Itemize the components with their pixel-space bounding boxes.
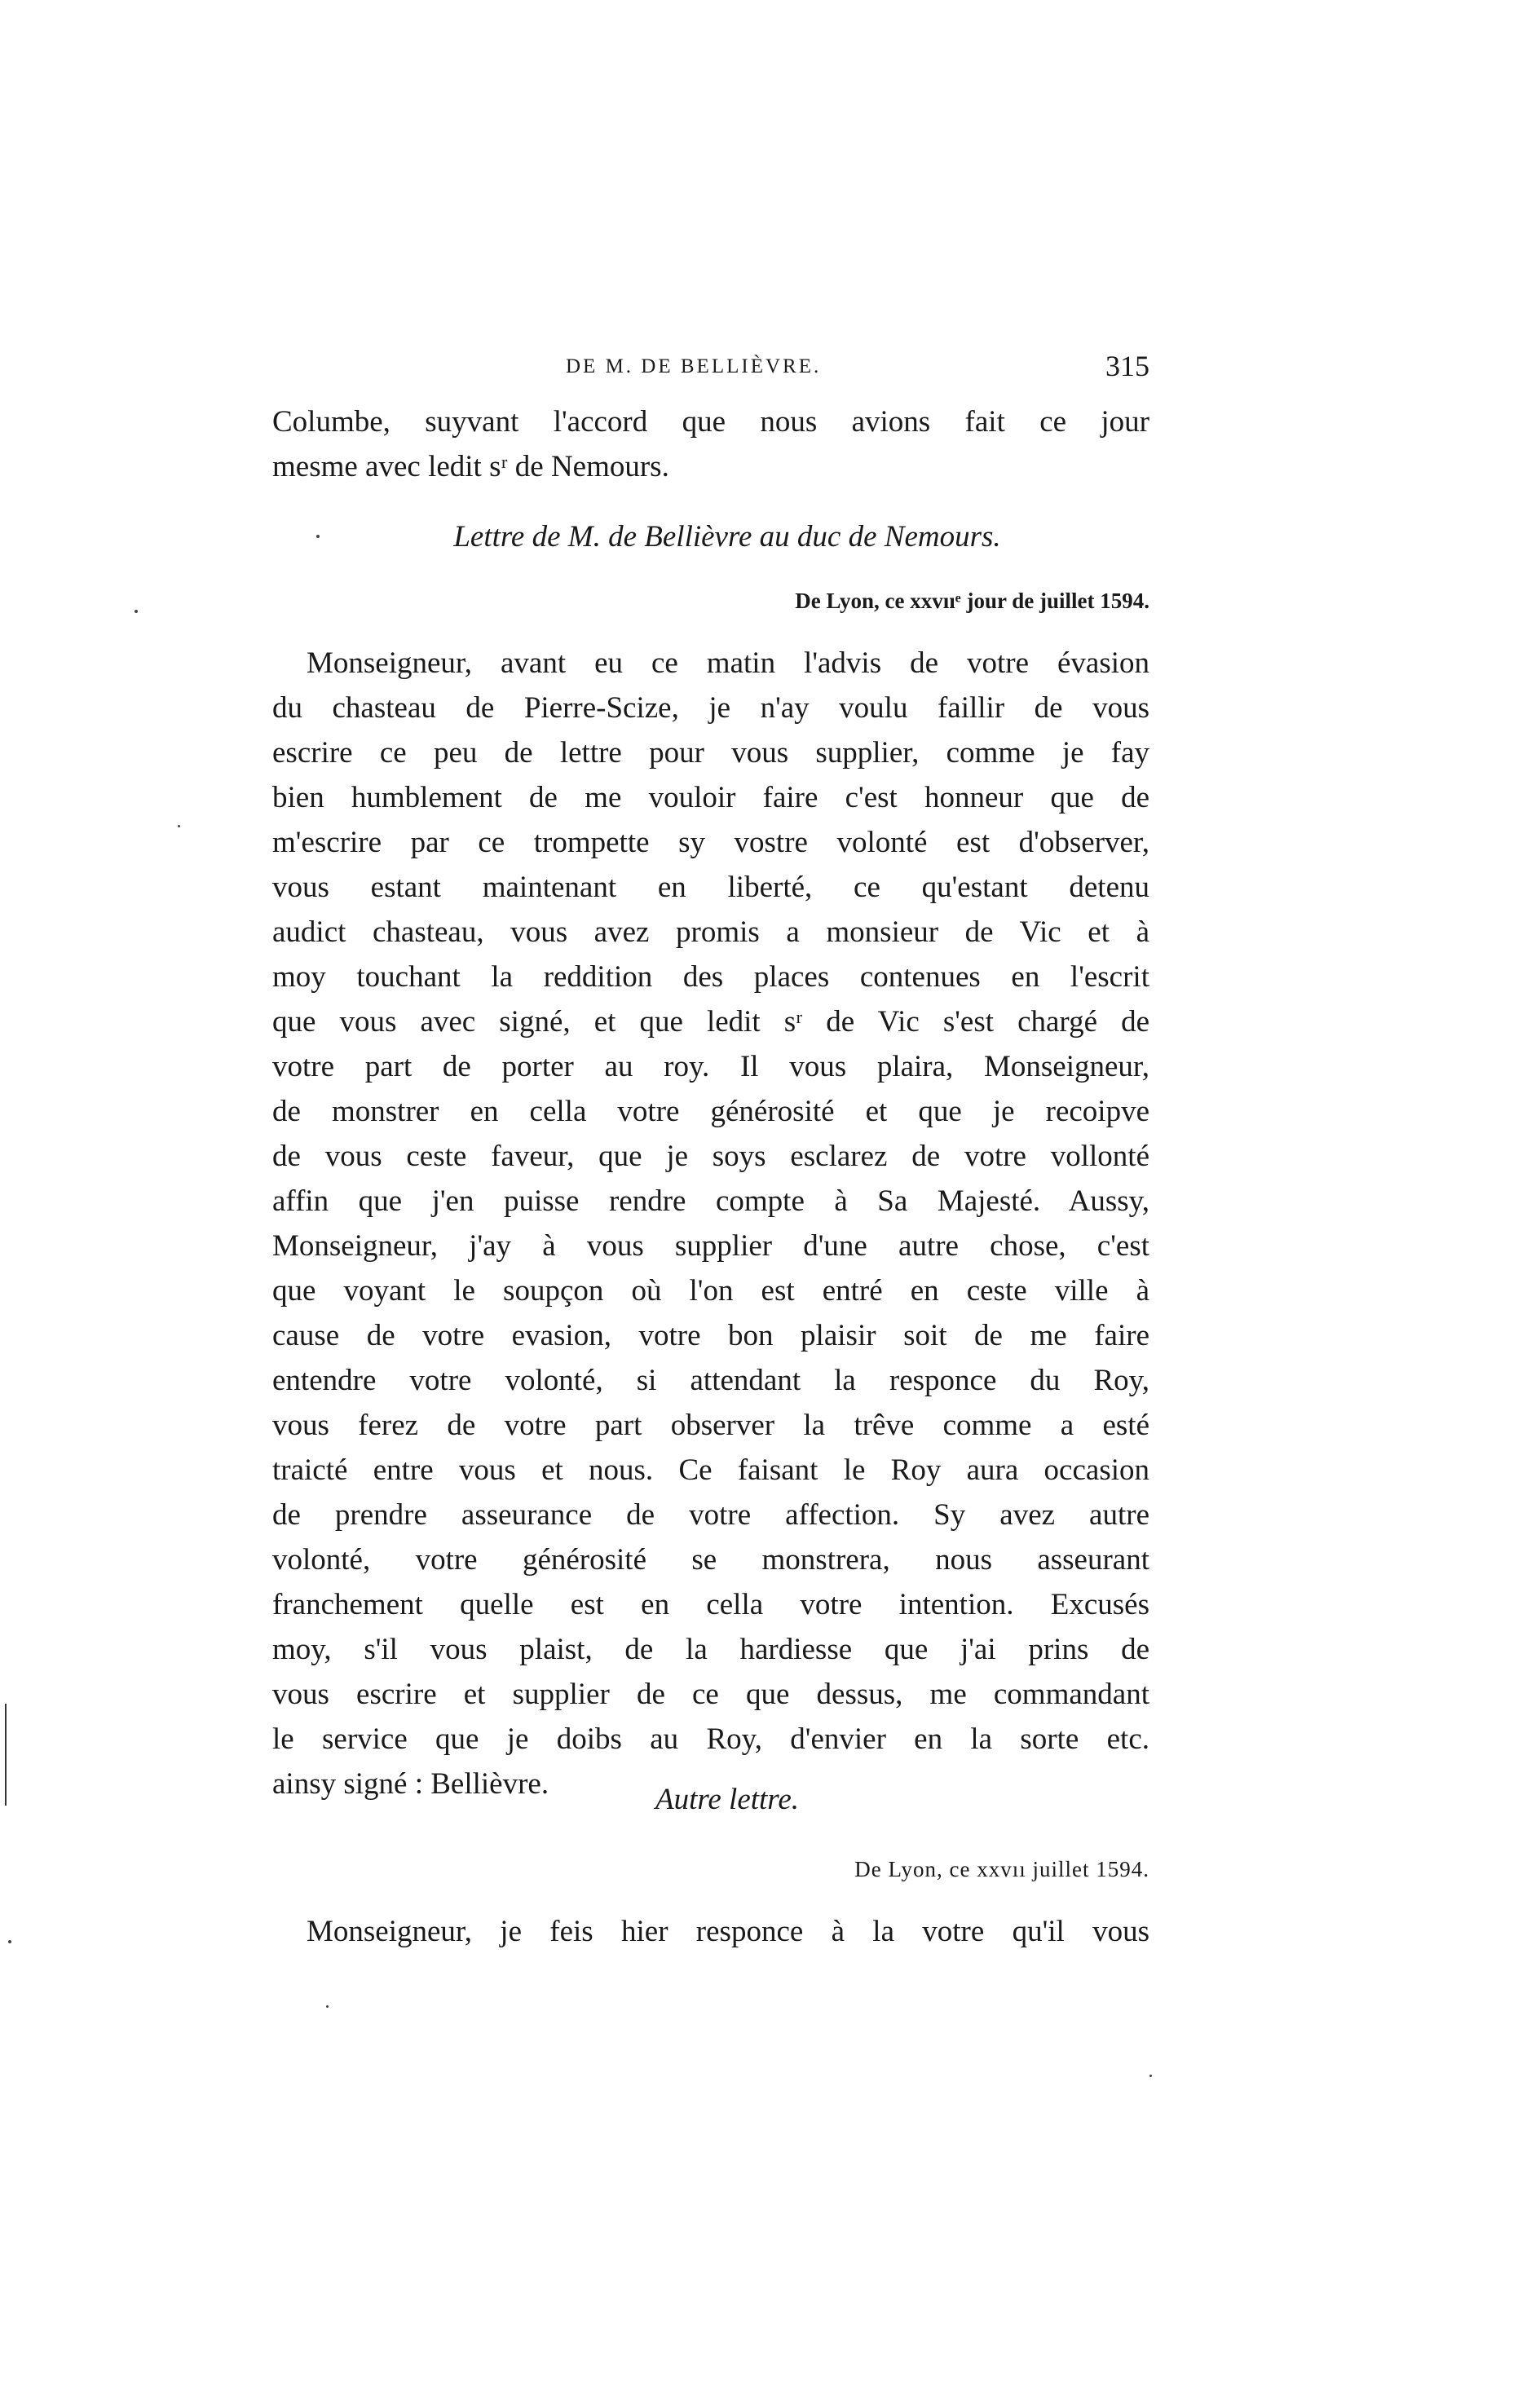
text-line: ainsy signé : Bellièvre. [272, 1767, 549, 1801]
text-line: traicté entre vous et nous. Ce faisant le Roy aura occasion [272, 1453, 1149, 1487]
scan-edge-mark [5, 1704, 7, 1806]
text-line: escrire ce peu de lettre pour vous supplier, comme je fay [272, 736, 1149, 770]
text-line: Columbe, suyvant l'accord que nous avions fait ce jour [272, 405, 1149, 439]
text-line: vous ferez de votre part observer la trêve comme a esté [272, 1409, 1149, 1442]
text-line: que vous avec signé, et que ledit sʳ de Vic s'est chargé de [272, 1005, 1149, 1039]
text-line: cause de votre evasion, votre bon plaisir soit de me faire [272, 1319, 1149, 1352]
text-line: du chasteau de Pierre-Scize, je n'ay voulu faillir de vous [272, 691, 1149, 725]
text-line: le service que je doibs au Roy, d'envier en la sorte etc. [272, 1722, 1149, 1756]
intro-paragraph [272, 399, 1149, 489]
letter-body [272, 641, 1149, 1806]
dateline: De Lyon, ce xxvııᵉ jour de juillet 1594. [795, 589, 1149, 613]
text-line: vous escrire et supplier de ce que dessus, me commandant [272, 1678, 1149, 1711]
letter-heading: Autre lettre. [655, 1783, 800, 1816]
text-line: mesme avec ledit sʳ de Nemours. [272, 450, 669, 483]
text-line: moy, s'il vous plaist, de la hardiesse que j'ai prins de [272, 1633, 1149, 1666]
letter-heading: Lettre de M. de Bellièvre au duc de Nemours. [453, 520, 1001, 553]
text-line: que voyant le soupçon où l'on est entré en ceste ville à [272, 1274, 1149, 1308]
scan-speck [1149, 2075, 1152, 2077]
text-line: Monseigneur, je feis hier responce à la votre qu'il vous [307, 1915, 1149, 1948]
scan-speck [8, 1940, 11, 1943]
running-title: DE M. DE BELLIÈVRE. [566, 355, 822, 377]
text-line: affin que j'en puisse rendre compte à Sa Majesté. Aussy, [272, 1184, 1149, 1218]
text-line: m'escrire par ce trompette sy vostre volonté est d'observer, [272, 826, 1149, 859]
text-line: de vous ceste faveur, que je soys esclarez de votre vollonté [272, 1140, 1149, 1173]
text-line: bien humblement de me vouloir faire c'est honneur que de [272, 781, 1149, 814]
letter-body [272, 1909, 1149, 1954]
scan-speck [178, 825, 180, 827]
scan-speck [316, 535, 320, 538]
text-line: vous estant maintenant en liberté, ce qu'estant detenu [272, 871, 1149, 904]
text-line: Monseigneur, j'ay à vous supplier d'une autre chose, c'est [272, 1229, 1149, 1263]
page-number: 315 [1105, 350, 1149, 382]
text-line: volonté, votre générosité se monstrera, nous asseurant [272, 1543, 1149, 1577]
scan-speck [135, 610, 138, 613]
running-head [272, 350, 1149, 391]
text-line: audict chasteau, vous avez promis a monsieur de Vic et à [272, 915, 1149, 949]
text-line: entendre votre volonté, si attendant la responce du Roy, [272, 1364, 1149, 1397]
text-line: moy touchant la reddition des places contenues en l'escrit [272, 960, 1149, 994]
text-line: de monstrer en cella votre générosité et que je recoipve [272, 1095, 1149, 1128]
text-line: Monseigneur, avant eu ce matin l'advis de votre évasion [307, 646, 1149, 680]
text-line: votre part de porter au roy. Il vous plaira, Monseigneur, [272, 1050, 1149, 1083]
scan-speck [326, 2005, 329, 2008]
text-line: de prendre asseurance de votre affection. Sy avez autre [272, 1498, 1149, 1532]
dateline: De Lyon, ce xxvıı juillet 1594. [854, 1857, 1149, 1881]
text-line: franchement quelle est en cella votre intention. Excusés [272, 1588, 1149, 1621]
